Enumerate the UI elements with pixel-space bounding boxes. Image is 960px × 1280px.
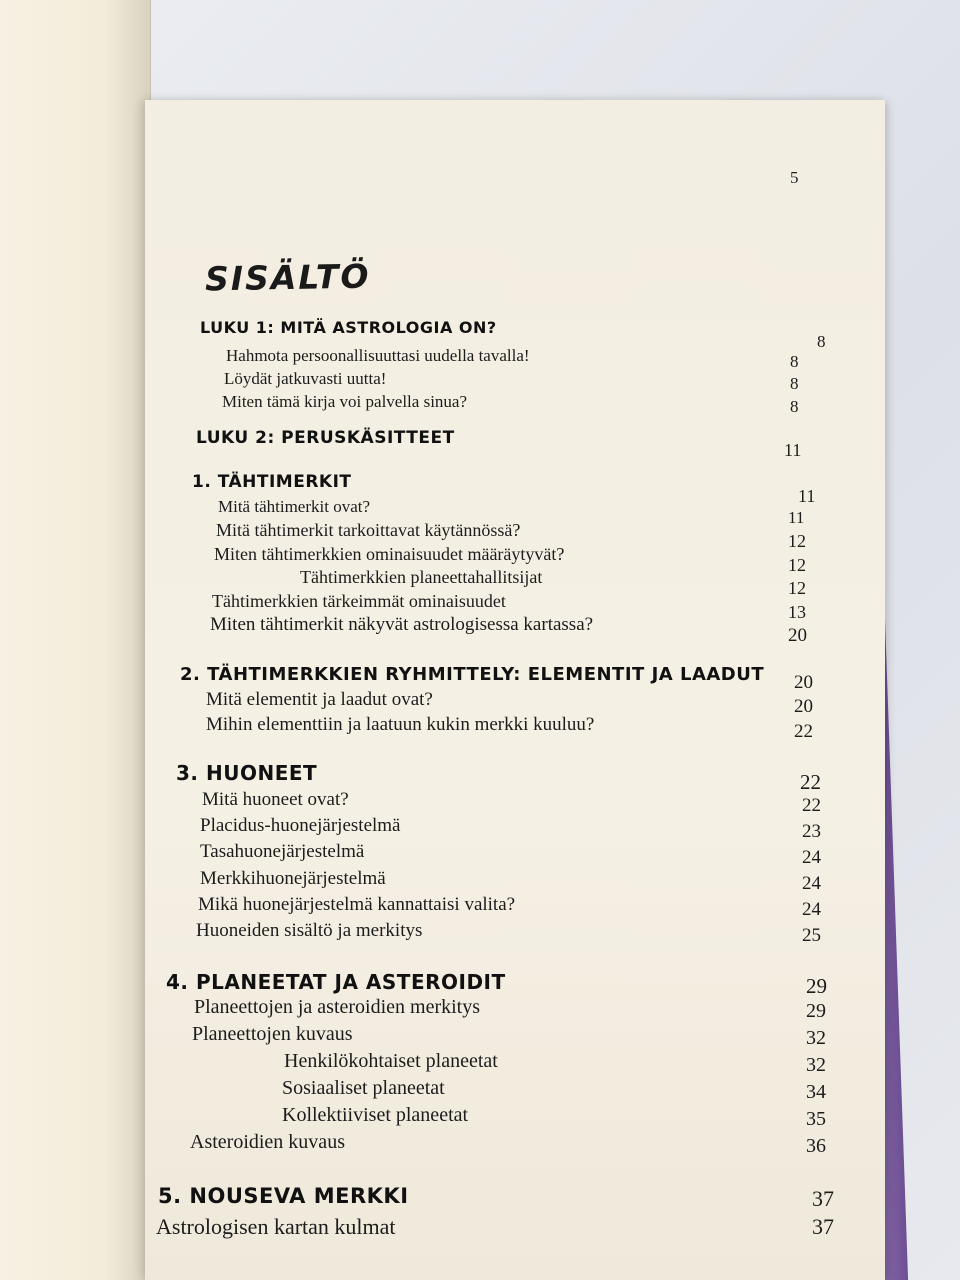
toc-page-number: 12: [788, 531, 806, 551]
toc-entry: Hahmota persoonallisuuttasi uudella tavalla!: [226, 346, 530, 365]
toc-entry: Tähtimerkkien tärkeimmät ominaisuudet: [212, 591, 506, 611]
toc-page-number: 24: [802, 873, 821, 894]
toc-entry: Miten tähtimerkkien ominaisuudet määräytyvät?: [214, 544, 565, 564]
toc-page-number: 22: [800, 770, 821, 794]
toc-page-number: 35: [806, 1108, 826, 1130]
toc-entry: Miten tähtimerkit näkyvät astrologisessa kartassa?: [210, 614, 594, 635]
toc-entry: Planeettojen kuvaus: [192, 1023, 353, 1045]
toc-heading: 2. TÄHTIMERKKIEN RYHMITTELY: ELEMENTIT JA LAADUT: [180, 664, 765, 685]
toc-entry: Astrologisen kartan kulmat: [156, 1214, 396, 1239]
toc-page-number: 32: [806, 1027, 826, 1049]
toc-page-number: 24: [802, 847, 821, 868]
toc-page-number: 20: [794, 672, 813, 693]
toc-entry: Merkkihuonejärjestelmä: [200, 868, 386, 889]
toc-page-number: 11: [798, 486, 816, 506]
toc-page-number: 29: [806, 1000, 826, 1022]
toc-page-number: 22: [802, 795, 821, 816]
toc-page-number: 23: [802, 821, 821, 842]
toc-entry: Löydät jatkuvasti uutta!: [224, 369, 387, 388]
toc-entry: Mitä elementit ja laadut ovat?: [206, 689, 433, 710]
toc-entry: Planeettojen ja asteroidien merkitys: [194, 996, 481, 1018]
toc-page-number: 8: [790, 352, 799, 371]
toc-entry: Mitä huoneet ovat?: [202, 789, 349, 810]
toc-page-number: 25: [802, 925, 821, 946]
toc-entry: Tasahuonejärjestelmä: [200, 841, 365, 862]
toc-entry: Mitä tähtimerkit tarkoittavat käytännössä?: [216, 520, 521, 540]
toc-entry: Kollektiiviset planeetat: [282, 1104, 469, 1126]
toc-title: SISÄLTÖ: [204, 256, 371, 299]
page-number: 5: [790, 168, 799, 187]
toc-page-number: 24: [802, 899, 821, 920]
toc-page-number: 8: [817, 332, 826, 351]
toc-page-number: 20: [794, 696, 813, 717]
toc-page-number: 13: [788, 602, 806, 622]
toc-heading: 1. TÄHTIMERKIT: [192, 472, 352, 492]
toc-page-number: 8: [790, 374, 799, 393]
toc-heading: 5. NOUSEVA MERKKI: [158, 1184, 409, 1208]
toc-page-number: 37: [812, 1186, 834, 1211]
toc-entry: Placidus-huonejärjestelmä: [200, 815, 401, 836]
toc-page-number: 20: [788, 625, 807, 646]
toc-page-number: 12: [788, 578, 806, 598]
toc-page-number: 11: [788, 508, 805, 527]
toc-entry: Mihin elementtiin ja laatuun kukin merkki kuuluu?: [206, 714, 595, 735]
toc-entry: Mikä huonejärjestelmä kannattaisi valita?: [198, 894, 516, 915]
toc-page-number: 29: [806, 974, 827, 998]
toc-page-number: 22: [794, 721, 813, 742]
toc-page-number: 37: [812, 1214, 834, 1239]
toc-page-number: 34: [806, 1081, 826, 1103]
toc-page-number: 8: [790, 397, 799, 416]
toc-page-number: 11: [784, 440, 802, 460]
toc-page-number: 36: [806, 1135, 826, 1157]
toc-heading: LUKU 2: PERUSKÄSITTEET: [196, 428, 455, 448]
toc-page-number: 32: [806, 1054, 826, 1076]
toc-entry: Mitä tähtimerkit ovat?: [218, 497, 371, 516]
toc-entry: Miten tämä kirja voi palvella sinua?: [222, 392, 468, 411]
toc-page-number: 12: [788, 555, 806, 575]
toc-heading: 3. HUONEET: [176, 761, 318, 785]
toc-heading: 4. PLANEETAT JA ASTEROIDIT: [166, 970, 506, 994]
toc-entry: Sosiaaliset planeetat: [282, 1077, 445, 1099]
toc-entry: Huoneiden sisältö ja merkitys: [196, 920, 423, 941]
facing-page: [0, 0, 151, 1280]
toc-heading: LUKU 1: MITÄ ASTROLOGIA ON?: [200, 318, 497, 337]
toc-entry: Tähtimerkkien planeettahallitsijat: [300, 567, 543, 587]
toc-entry: Henkilökohtaiset planeetat: [284, 1050, 498, 1072]
toc-entry: Asteroidien kuvaus: [190, 1131, 345, 1153]
